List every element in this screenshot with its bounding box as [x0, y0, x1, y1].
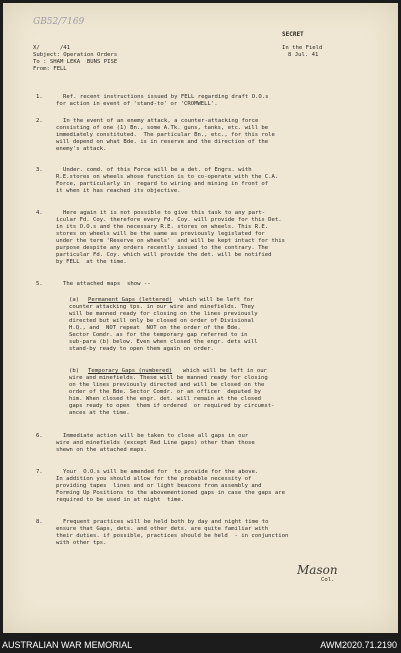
subject-line: Subject: Operation Orders [33, 52, 118, 58]
paragraph-line: The attached maps show -- [63, 281, 151, 287]
paragraph-line: their duties. if possible, practices should be held - in conjunction [56, 533, 289, 539]
paragraph-line: by FELL at the time. [56, 259, 127, 265]
paragraph-line: for action in event of 'stand-to' or 'CROMWELL'. [56, 101, 218, 107]
signature-title: Col. [321, 577, 335, 583]
paragraph-number: 2. [36, 118, 43, 124]
location: In the Field [282, 45, 323, 51]
paragraph-line: required to be used in at night time. [56, 497, 184, 503]
paragraph-line: Under. comd. of this Force will be a det. of Engrs. with [63, 167, 252, 173]
paragraph-line: purpose despite any orders recently issued to the contrary. The [56, 245, 269, 251]
archive-footer [0, 636, 401, 653]
paragraph-number: 7. [36, 469, 43, 475]
paragraph-line: Here again it is not possible to give this task to any part- [63, 210, 266, 216]
paragraph-line: enemy's attack. [56, 146, 107, 152]
paragraph-line: In the event of an enemy attack, a counter-attacking force [63, 118, 259, 124]
subparagraph-line: stand-by ready to open them again on order. [69, 346, 214, 352]
paragraph-line: Forming Up Positions to the abovementioned gaps in case the gaps are [56, 490, 286, 496]
signature: Mason [297, 563, 338, 577]
paragraph-line: Ref. recent instructions issued by FELL regarding draft O.O.s [63, 94, 269, 100]
paragraph-line: it when it has reached its objective. [56, 188, 181, 194]
paragraph-line: particular Fd. Coy. which will provide the det. will be notified [56, 252, 272, 258]
subparagraph-line: wire and minefields. These will be manned ready for closing [69, 375, 268, 381]
paragraph-line: icular Fd. Coy. therefore every Fd. Coy. will provide for this Det. [56, 217, 282, 223]
paragraph-number: 3. [36, 167, 43, 173]
handwritten-reference: GB52/7169 [33, 17, 85, 27]
paragraph-line: consisting of one (1) Bn., some A.Tk. guns, tanks, etc. will be [56, 125, 269, 131]
subparagraph-line: directed but will only be closed on order of Divisional [69, 318, 255, 324]
subparagraph-line: which will be left in our [176, 368, 267, 374]
paragraph-number: 4. [36, 210, 43, 216]
from-line: From: FELL [33, 66, 67, 72]
subparagraph-line: order of the Bde. Sector Comdr. or an officer deputed by [69, 389, 261, 395]
classification-secret: SECRET [282, 31, 304, 38]
paragraph-line: immediately constituted. The particular Bn., etc., for this role [56, 132, 275, 138]
paragraph-line: Frequent practices will be held both by day and night time to [63, 519, 269, 525]
subparagraph-label: (a) [69, 297, 80, 303]
footer-accession-number: AWM2020.71.2190 [320, 640, 397, 650]
file-reference: X/ /41 [33, 45, 71, 51]
paragraph-number: 1. [36, 94, 43, 100]
footer-institution: AUSTRALIAN WAR MEMORIAL [2, 640, 133, 650]
paragraph-line: wire and minefields (except Red Line gaps) other than those [56, 440, 255, 446]
subparagraph-line: sub-para (b) below. Even when closed the engr. dets will [69, 339, 258, 345]
paragraph-line: with other tps. [56, 540, 107, 546]
to-line: To : SHAM LEKA BUNS PISE [33, 59, 118, 65]
paragraph-number: 5. [36, 281, 43, 287]
paragraph-line: in its O.O.s and the necessary R.E. stores on wheels. This R.E. [56, 224, 269, 230]
subparagraph-line: on the lines previously directed and will be closed on the [69, 382, 265, 388]
date: 8 Jul. 41 [288, 52, 319, 58]
paragraph-line: shewn on the attached maps. [56, 447, 147, 453]
subparagraph-line: which will be left for [176, 297, 254, 303]
paragraph-line: under the term 'Reserve on wheels' and will be kept intact for this [56, 238, 286, 244]
paragraph-line: providing tapes lines and or light beacons from assembly and [56, 483, 262, 489]
paragraph-number: 6. [36, 433, 43, 439]
paragraph-line: ensure that Gaps, dets. and other dets. are quite familiar with [56, 526, 269, 532]
subparagraph-label: (b) [69, 368, 80, 374]
subparagraph-title: Temporary Gaps (numbered) [88, 368, 173, 374]
paragraph-line: will depend on what Bde. is in reserve and the direction of the [56, 139, 269, 145]
subparagraph-line: ances at the time. [69, 410, 130, 416]
paragraph-line: Immediate action will be taken to close all gaps in our [63, 433, 249, 439]
paragraph-number: 8. [36, 519, 43, 525]
subparagraph-line: gaps ready to open them if ordered or required by circumst- [69, 403, 275, 409]
paragraph-line: In addition you should allow for the probable necessity of [56, 476, 252, 482]
subparagraph-line: Sector Comdr. as for the temporary gap referred to in [69, 332, 248, 338]
subparagraph-line: H.Q., and NOT repeat NOT on the order of the Bde. [69, 325, 241, 331]
subparagraph-line: counter attacking tps. in our wire and minefields. They [69, 304, 255, 310]
subparagraph-line: him. When closed the engr. det. will remain at the closed [69, 396, 261, 402]
paragraph-line: Force, particularly in regard to wiring and mining in front of [56, 181, 269, 187]
paragraph-line: stores on wheels will be the same as previously legislated for [56, 231, 265, 237]
subparagraph-title: Permanent Gaps (lettered) [88, 297, 173, 303]
document-page [3, 3, 398, 633]
paragraph-line: Your O.O.s will be amended for to provide for the above. [63, 469, 259, 475]
paragraph-line: R.E.stores on wheels whose function is to co-operate with the C.A. [56, 174, 279, 180]
subparagraph-line: will be manned ready for closing on the lines previously [69, 311, 258, 317]
